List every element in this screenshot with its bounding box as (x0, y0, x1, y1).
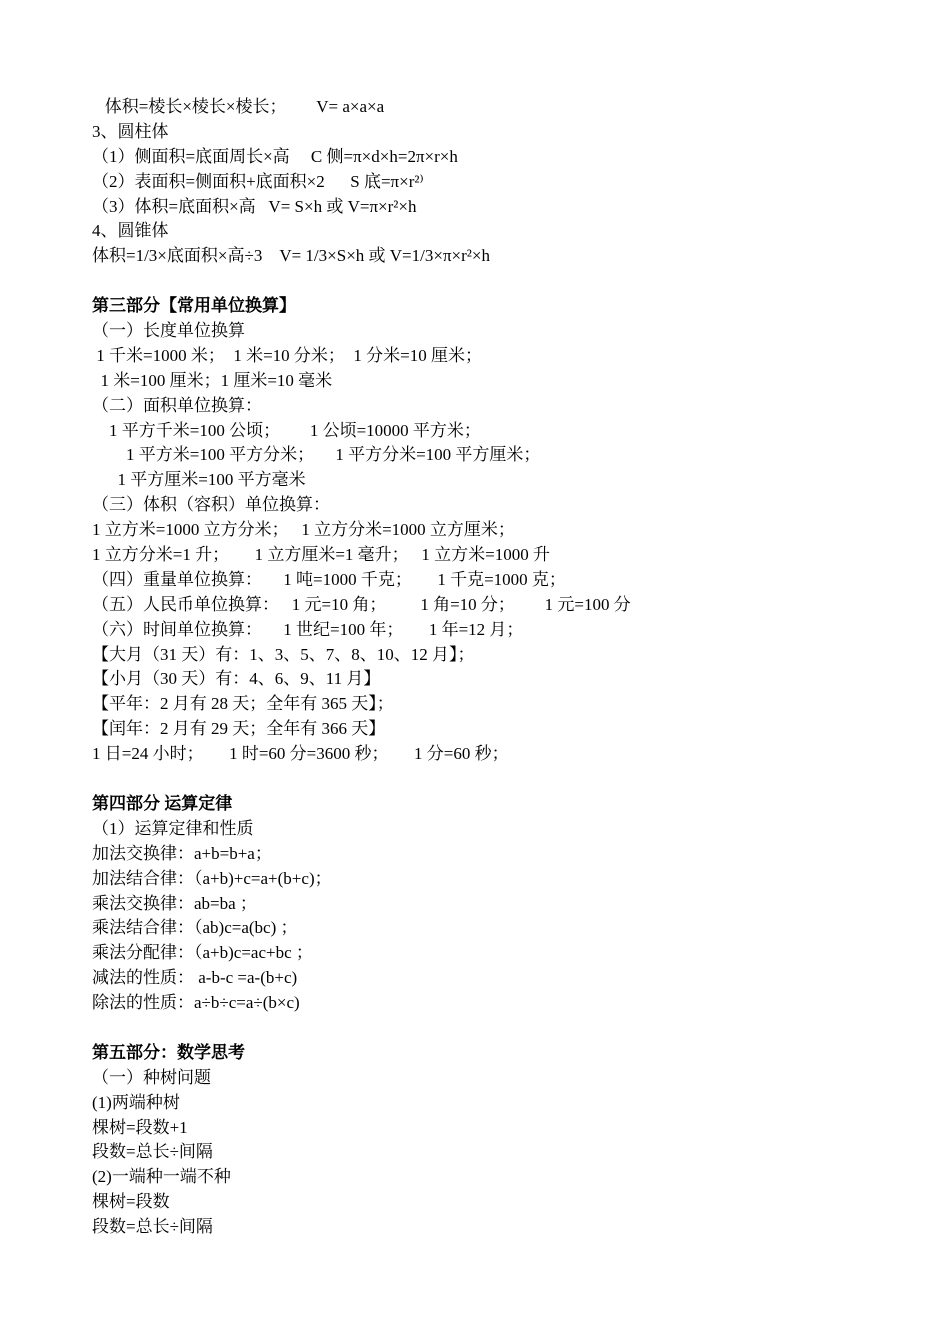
thinking-line: 棵树=段数+1 (92, 1117, 188, 1137)
units-line: 1 平方厘米=100 平方毫米 (92, 470, 306, 490)
cylinder-title: 3、圆柱体 (92, 121, 169, 141)
paragraph-gap (92, 269, 892, 294)
cylinder-surface-area: （2）表面积=侧面积+底面积×2 S 底=π×r²⁾ (92, 171, 424, 191)
document-page (92, 95, 892, 1240)
paragraph-gap (92, 1016, 892, 1041)
units-heading: 第三部分【常用单位换算】 (92, 296, 296, 316)
thinking-line: 段数=总长÷间隔 (92, 1217, 213, 1237)
units-line: 【小月（30 天）有：4、6、9、11 月】 (92, 669, 381, 689)
thinking-line: 段数=总长÷间隔 (92, 1142, 213, 1162)
thinking-line: 棵树=段数 (92, 1192, 170, 1212)
units-line: 1 平方米=100 平方分米； 1 平方分米=100 平方厘米； (92, 445, 541, 465)
units-line: （六）时间单位换算： 1 世纪=100 年； 1 年=12 月； (92, 619, 524, 639)
units-line: 【闰年：2 月有 29 天；全年有 366 天】 (92, 719, 386, 739)
units-line: 1 立方米=1000 立方分米； 1 立方分米=1000 立方厘米； (92, 520, 515, 540)
laws-line: 加法结合律：（a+b)+c=a+(b+c)； (92, 868, 332, 888)
laws-line: 减法的性质： a-b-c =a-(b+c) (92, 968, 298, 988)
cone-title: 4、圆锥体 (92, 221, 169, 241)
units-line: 1 千米=1000 米； 1 米=10 分米； 1 分米=10 厘米； (92, 345, 483, 365)
units-line: （四）重量单位换算： 1 吨=1000 千克； 1 千克=1000 克； (92, 569, 566, 589)
laws-line: 乘法分配律：（a+b)c=ac+bc ； (92, 943, 313, 963)
units-line: （五）人民币单位换算： 1 元=10 角； 1 角=10 分； 1 元=100 分 (92, 594, 631, 614)
cone-volume: 体积=1/3×底面积×高÷3 V= 1/3×S×h 或 V=1/3×π×r²×h (92, 246, 490, 266)
laws-line: 加法交换律：a+b=b+a； (92, 843, 272, 863)
laws-line: 除法的性质：a÷b÷c=a÷(b×c) (92, 993, 300, 1013)
units-line: （三）体积（容积）单位换算： (92, 495, 330, 515)
laws-heading: 第四部分 运算定律 (92, 793, 233, 813)
thinking-line: （一）种树问题 (92, 1067, 211, 1087)
laws-line: 乘法交换律：ab=ba ； (92, 893, 257, 913)
units-line: （二）面积单位换算： (92, 395, 262, 415)
paragraph-gap (92, 767, 892, 792)
volume-formula-line: 体积=棱长×棱长×棱长； V= a×a×a (92, 97, 385, 116)
units-line: 1 平方千米=100 公顷； 1 公顷=10000 平方米； (92, 420, 481, 440)
cylinder-lateral-area: （1）侧面积=底面周长×高 C 侧=π×d×h=2π×r×h (92, 146, 458, 166)
units-line: 1 日=24 小时； 1 时=60 分=3600 秒； 1 分=60 秒； (92, 744, 509, 764)
laws-line: 乘法结合律：（ab)c=a(bc) ； (92, 918, 298, 938)
thinking-line: (1)两端种树 (92, 1092, 180, 1112)
units-line: 【平年：2 月有 28 天；全年有 365 天】； (92, 694, 394, 714)
laws-line: （1）运算定律和性质 (92, 818, 254, 838)
units-line: 【大月（31 天）有：1、3、5、7、8、10、12 月】； (92, 644, 475, 664)
thinking-heading: 第五部分：数学思考 (92, 1042, 245, 1062)
cylinder-volume: （3）体积=底面积×高 V= S×h 或 V=π×r²×h (92, 196, 417, 216)
units-line: 1 立方分米=1 升； 1 立方厘米=1 毫升； 1 立方米=1000 升 (92, 545, 551, 565)
units-line: 1 米=100 厘米；1 厘米=10 毫米 (92, 370, 333, 390)
thinking-line: (2)一端种一端不种 (92, 1167, 231, 1187)
units-line: （一）长度单位换算 (92, 321, 245, 341)
